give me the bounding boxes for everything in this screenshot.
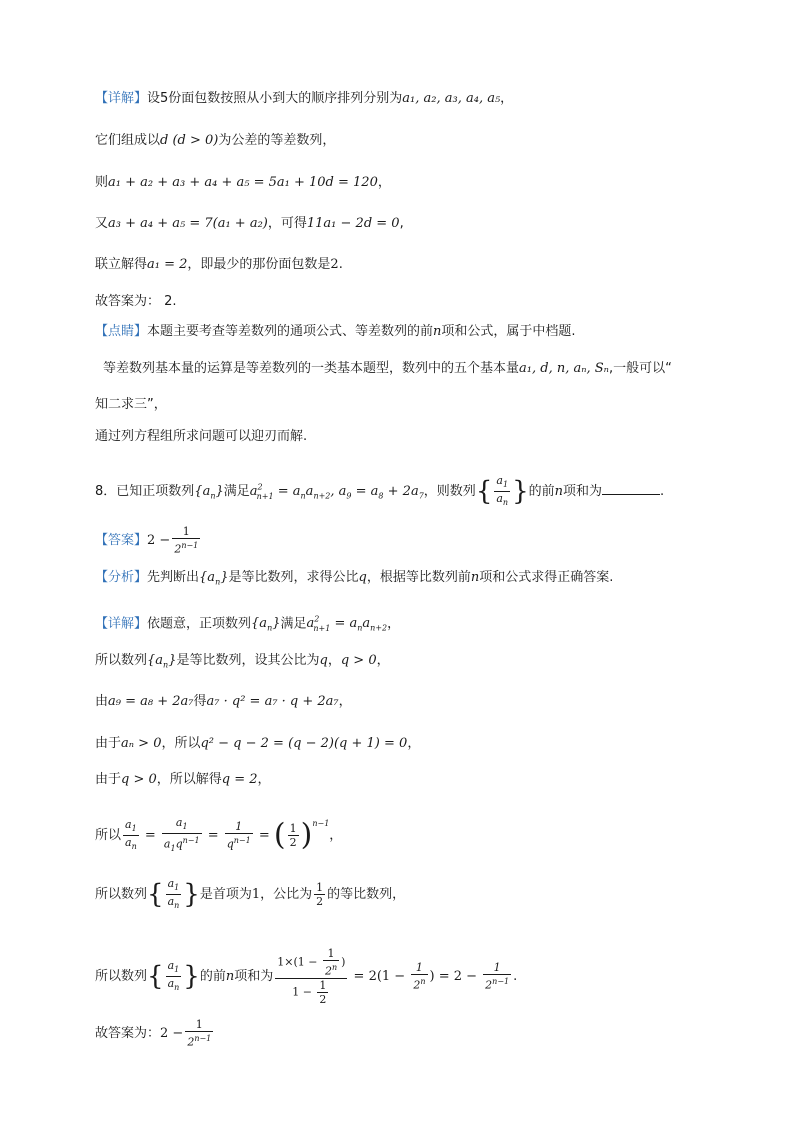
q8-detail-2: 所以数列$\{a_n\}$是等比数列，设其公比为q，q > 0， (95, 653, 390, 670)
q8-detail-6: 所以 $\frac{a_1}{a_n}$ = $\frac{a_1}{a_1q^{n-1}}$ = $\frac{1}{q^{n-1}}$ = ( $\frac{1}{2}$ )$^{n-1}$， (95, 816, 343, 854)
answer-tag: 【答案】 (95, 532, 148, 548)
q7-sequence: a₁, a₂, a₃, a₄, a₅ (402, 91, 501, 106)
q7-answer-line: 故答案为： 2. (95, 294, 177, 309)
q8-number: 8． (95, 484, 117, 500)
q7-review-line: 【点睛】本题主要考查等差数列的通项公式、等差数列的前n项和公式，属于中档题. (95, 324, 576, 339)
q8-answer-line: 【答案】2 − $\frac{1}{2^{n-1}}$ (95, 525, 199, 556)
q7-detail-text: 设5份面包数按照从小到大的顺序排列分别为 (147, 91, 403, 106)
q8-detail-5: 由于q > 0，所以解得q = 2， (95, 772, 271, 787)
q8-detail-7: 所以数列{ $\frac{a_1}{a_n}$ }是首项为1，公比为 $\frac{1}{2}$ 的等比数列， (95, 877, 406, 911)
q7-line-2: 它们组成以d (d > 0)为公差的等差数列， (95, 133, 336, 148)
q8-detail-3: 由a₉ = a₈ + 2a₇得a₇ · q² = a₇ · q + 2a₇， (95, 694, 352, 709)
answer-blank (602, 482, 660, 495)
q8-final-answer: 故答案为：2 − $\frac{1}{2^{n-1}}$ (95, 1018, 212, 1049)
q7-line-5: 联立解得a₁ = 2，即最少的那份面包数是2. (95, 257, 343, 272)
q7-review-line-3: 知二求三”， (95, 397, 167, 412)
q7-review-line-4: 通过列方程组所求问题可以迎刃而解. (95, 429, 308, 444)
review-tag: 【点睛】 (95, 324, 148, 339)
q7-detail-line: 【详解】设5份面包数按照从小到大的顺序排列分别为a₁, a₂, a₃, a₄, a₅， (95, 91, 514, 106)
q7-review-line-2: 等差数列基本量的运算是等差数列的一类基本题型，数列中的五个基本量a₁, d, n, aₙ, Sₙ,一般可以“ (103, 361, 672, 376)
q8-analysis-line: 【分析】先判断出$\{a_n\}$是等比数列，求得公比q，根据等比数列前n项和公式求得正确答案. (95, 570, 614, 587)
q8-detail-4: 由于aₙ > 0，所以q² − q − 2 = (q − 2)(q + 1) = 0， (95, 736, 421, 751)
detail-tag-2: 【详解】 (95, 616, 148, 632)
q7-line-3: 则a₁ + a₂ + a₃ + a₄ + a₅ = 5a₁ + 10d = 120， (95, 175, 391, 190)
q8-detail-line: 【详解】依题意，正项数列$\{a_n\}$满足$a^2_{n+1} = a_na_{n+2}$， (95, 615, 401, 633)
q8-question: 8．已知正项数列$\{a_n\}$满足$a^2_{n+1} = a_na_{n+2}$, $a_9 = a_8 + 2a_7$，则数列{ $\frac{a_1}{a_n}$ }的前n项和为 . (95, 474, 665, 508)
q7-line-4: 又a₃ + a₄ + a₅ = 7(a₁ + a₂)，可得11a₁ − 2d = 0, (95, 216, 404, 231)
analysis-tag: 【分析】 (95, 570, 148, 585)
q8-detail-8: 所以数列{ $\frac{a_1}{a_n}$ }的前n项和为 1×(1 − $\frac{1}{2^n}$ ) 1 − $\frac{1}{2}$ = 2(1 − $\frac{1}{2^n}$ ) = 2 − $\frac{1}{2^{n-1}}$ . (95, 947, 518, 1006)
detail-tag: 【详解】 (95, 91, 148, 106)
